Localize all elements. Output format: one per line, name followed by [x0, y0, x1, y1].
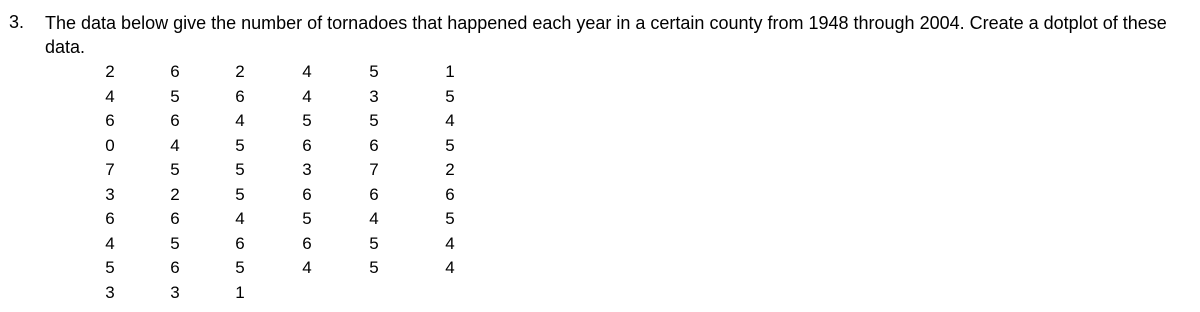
table-cell: 4	[170, 135, 180, 155]
table-cell: 4	[105, 86, 115, 106]
table-cell: 6	[302, 184, 312, 204]
table-cell: 5	[235, 160, 245, 179]
table-cell: 6	[170, 62, 180, 81]
table-cell: 6	[369, 184, 379, 204]
table-cell: 5	[369, 233, 379, 253]
table-cell: 1	[235, 282, 245, 302]
table-cell: 5	[302, 209, 312, 228]
table-cell: 6	[302, 233, 312, 253]
table-cell: 5	[170, 86, 180, 106]
table-cell: 7	[369, 160, 379, 179]
table-cell: 6	[105, 111, 115, 130]
table-cell: 5	[170, 233, 180, 253]
table-cell: 5	[369, 258, 379, 277]
table-cell: 3	[105, 282, 115, 302]
problem-number: 3.	[9, 12, 25, 32]
table-cell: 4	[445, 233, 455, 253]
table-cell: 5	[445, 135, 455, 155]
table-cell: 4	[369, 209, 379, 228]
table-cell: 4	[302, 86, 312, 106]
table-cell: 7	[105, 160, 115, 179]
table-cell: 6	[105, 209, 115, 228]
table-cell: 1	[445, 62, 455, 81]
table-cell: 5	[235, 258, 245, 277]
table-cell: 0	[105, 135, 115, 155]
table-cell: 2	[105, 62, 115, 81]
table-cell: 5	[170, 160, 180, 179]
table-cell: 6	[235, 86, 245, 106]
table-cell: 5	[235, 184, 245, 204]
table-cell: 2	[445, 160, 455, 179]
table-cell: 4	[235, 111, 245, 130]
table-cell: 4	[235, 209, 245, 228]
table-cell: 3	[170, 282, 180, 302]
table-cell: 6	[170, 209, 180, 228]
table-cell: 6	[235, 233, 245, 253]
table-cell: 5	[369, 62, 379, 81]
table-cell: 5	[445, 209, 455, 228]
table-cell: 4	[302, 62, 312, 81]
table-cell: 4	[105, 233, 115, 253]
problem-statement: The data below give the number of tornadoes that happened each year in a certain county from 1948 through 2004. Create a dotplot of these data.	[45, 13, 1167, 57]
table-cell: 5	[369, 111, 379, 130]
table-cell: 3	[105, 184, 115, 204]
table-cell: 5	[445, 86, 455, 106]
table-cell: 5	[235, 135, 245, 155]
table-cell: 5	[105, 258, 115, 277]
table-cell: 5	[302, 111, 312, 130]
table-cell: 6	[170, 258, 180, 277]
table-cell: 3	[369, 86, 379, 106]
table-cell: 2	[170, 184, 180, 204]
table-cell: 6	[170, 111, 180, 130]
table-cell: 2	[235, 62, 245, 81]
table-cell: 6	[302, 135, 312, 155]
table-cell: 4	[445, 258, 455, 277]
table-cell: 4	[302, 258, 312, 277]
table-cell: 6	[369, 135, 379, 155]
table-cell: 4	[445, 111, 455, 130]
table-cell: 3	[302, 160, 312, 179]
table-cell: 6	[445, 184, 455, 204]
